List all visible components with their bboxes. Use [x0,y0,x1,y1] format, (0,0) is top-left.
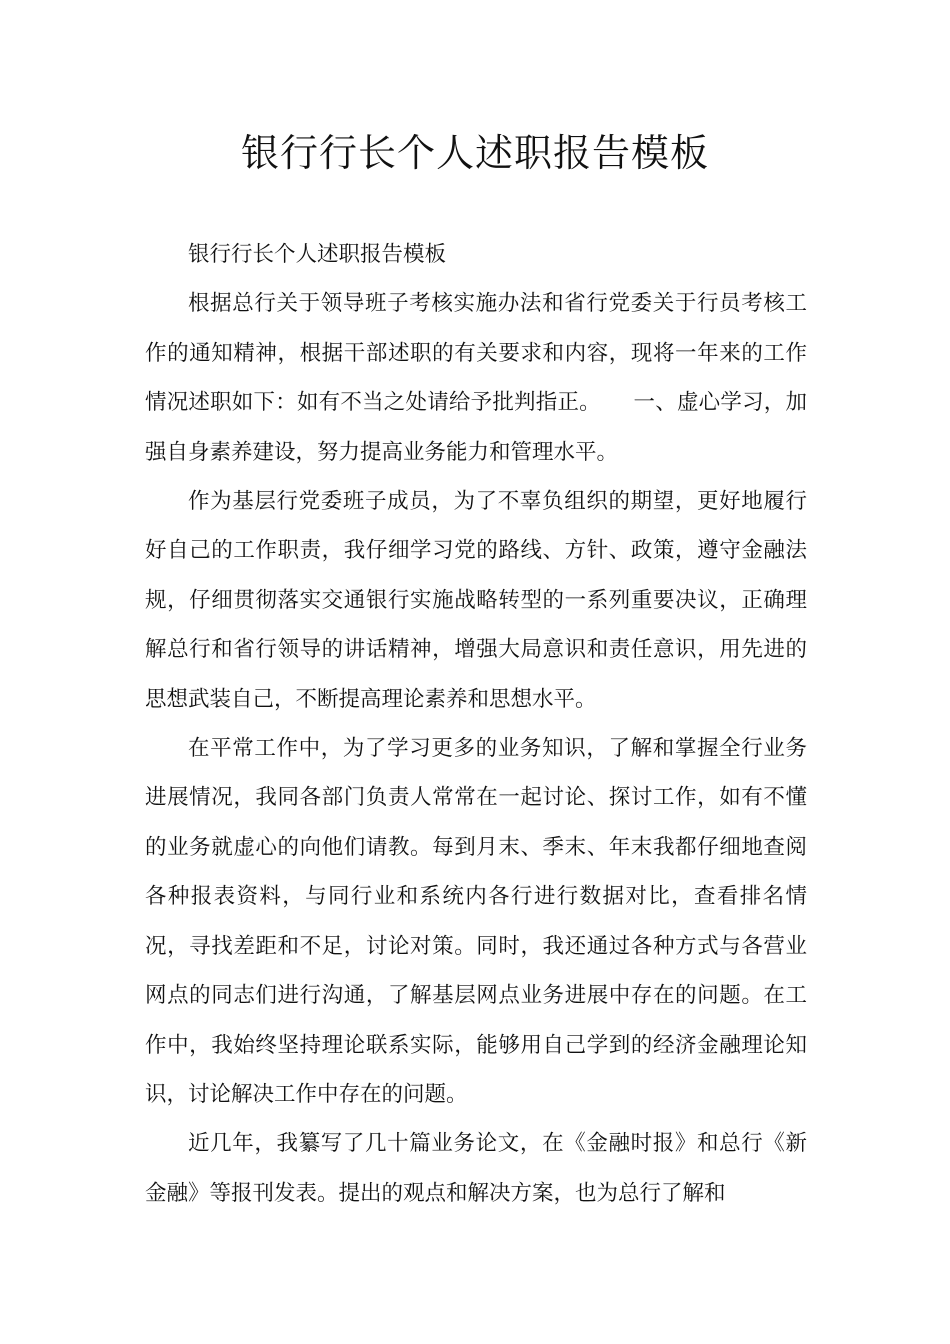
body-paragraph: 近几年，我纂写了几十篇业务论文，在《金融时报》和总行《新金融》等报刊发表。提出的观点和解决方案，也为总行了解和 [145,1131,807,1206]
body-paragraph: 作为基层行党委班子成员，为了不辜负组织的期望，更好地履行好自己的工作职责，我仔细学习党的路线、方针、政策，遵守金融法规，仔细贯彻落实交通银行实施战略转型的一系列重要决议，正确理解总行和省行领导的讲话精神，增强大局意识和责任意识，用先进的思想武装自己，不断提高理论素养和思想水平。 [145,489,807,712]
body-paragraph: 根据总行关于领导班子考核实施办法和省行党委关于行员考核工作的通知精神，根据干部述职的有关要求和内容，现将一年来的工作情况述职如下：如有不当之处请给予批判指正。 一、虚心学习，加强自身素养建设，努力提高业务能力和管理水平。 [145,291,807,465]
body-paragraph: 银行行长个人述职报告模板 [188,242,447,267]
document-body [145,230,807,1218]
document-title: 银行行长个人述职报告模板 [240,131,709,175]
body-paragraph: 在平常工作中，为了学习更多的业务知识，了解和掌握全行业务进展情况，我同各部门负责人常常在一起讨论、探讨工作，如有不懂的业务就虚心的向他们请教。每到月末、季末、年末我都仔细地查阅各种报表资料，与同行业和系统内各行进行数据对比，查看排名情况，寻找差距和不足，讨论对策。同时，我还通过各种方式与各营业网点的同志们进行沟通，了解基层网点业务进展中存在的问题。在工作中，我始终坚持理论联系实际，能够用自己学到的经济金融理论知识，讨论解决工作中存在的问题。 [145,736,807,1107]
